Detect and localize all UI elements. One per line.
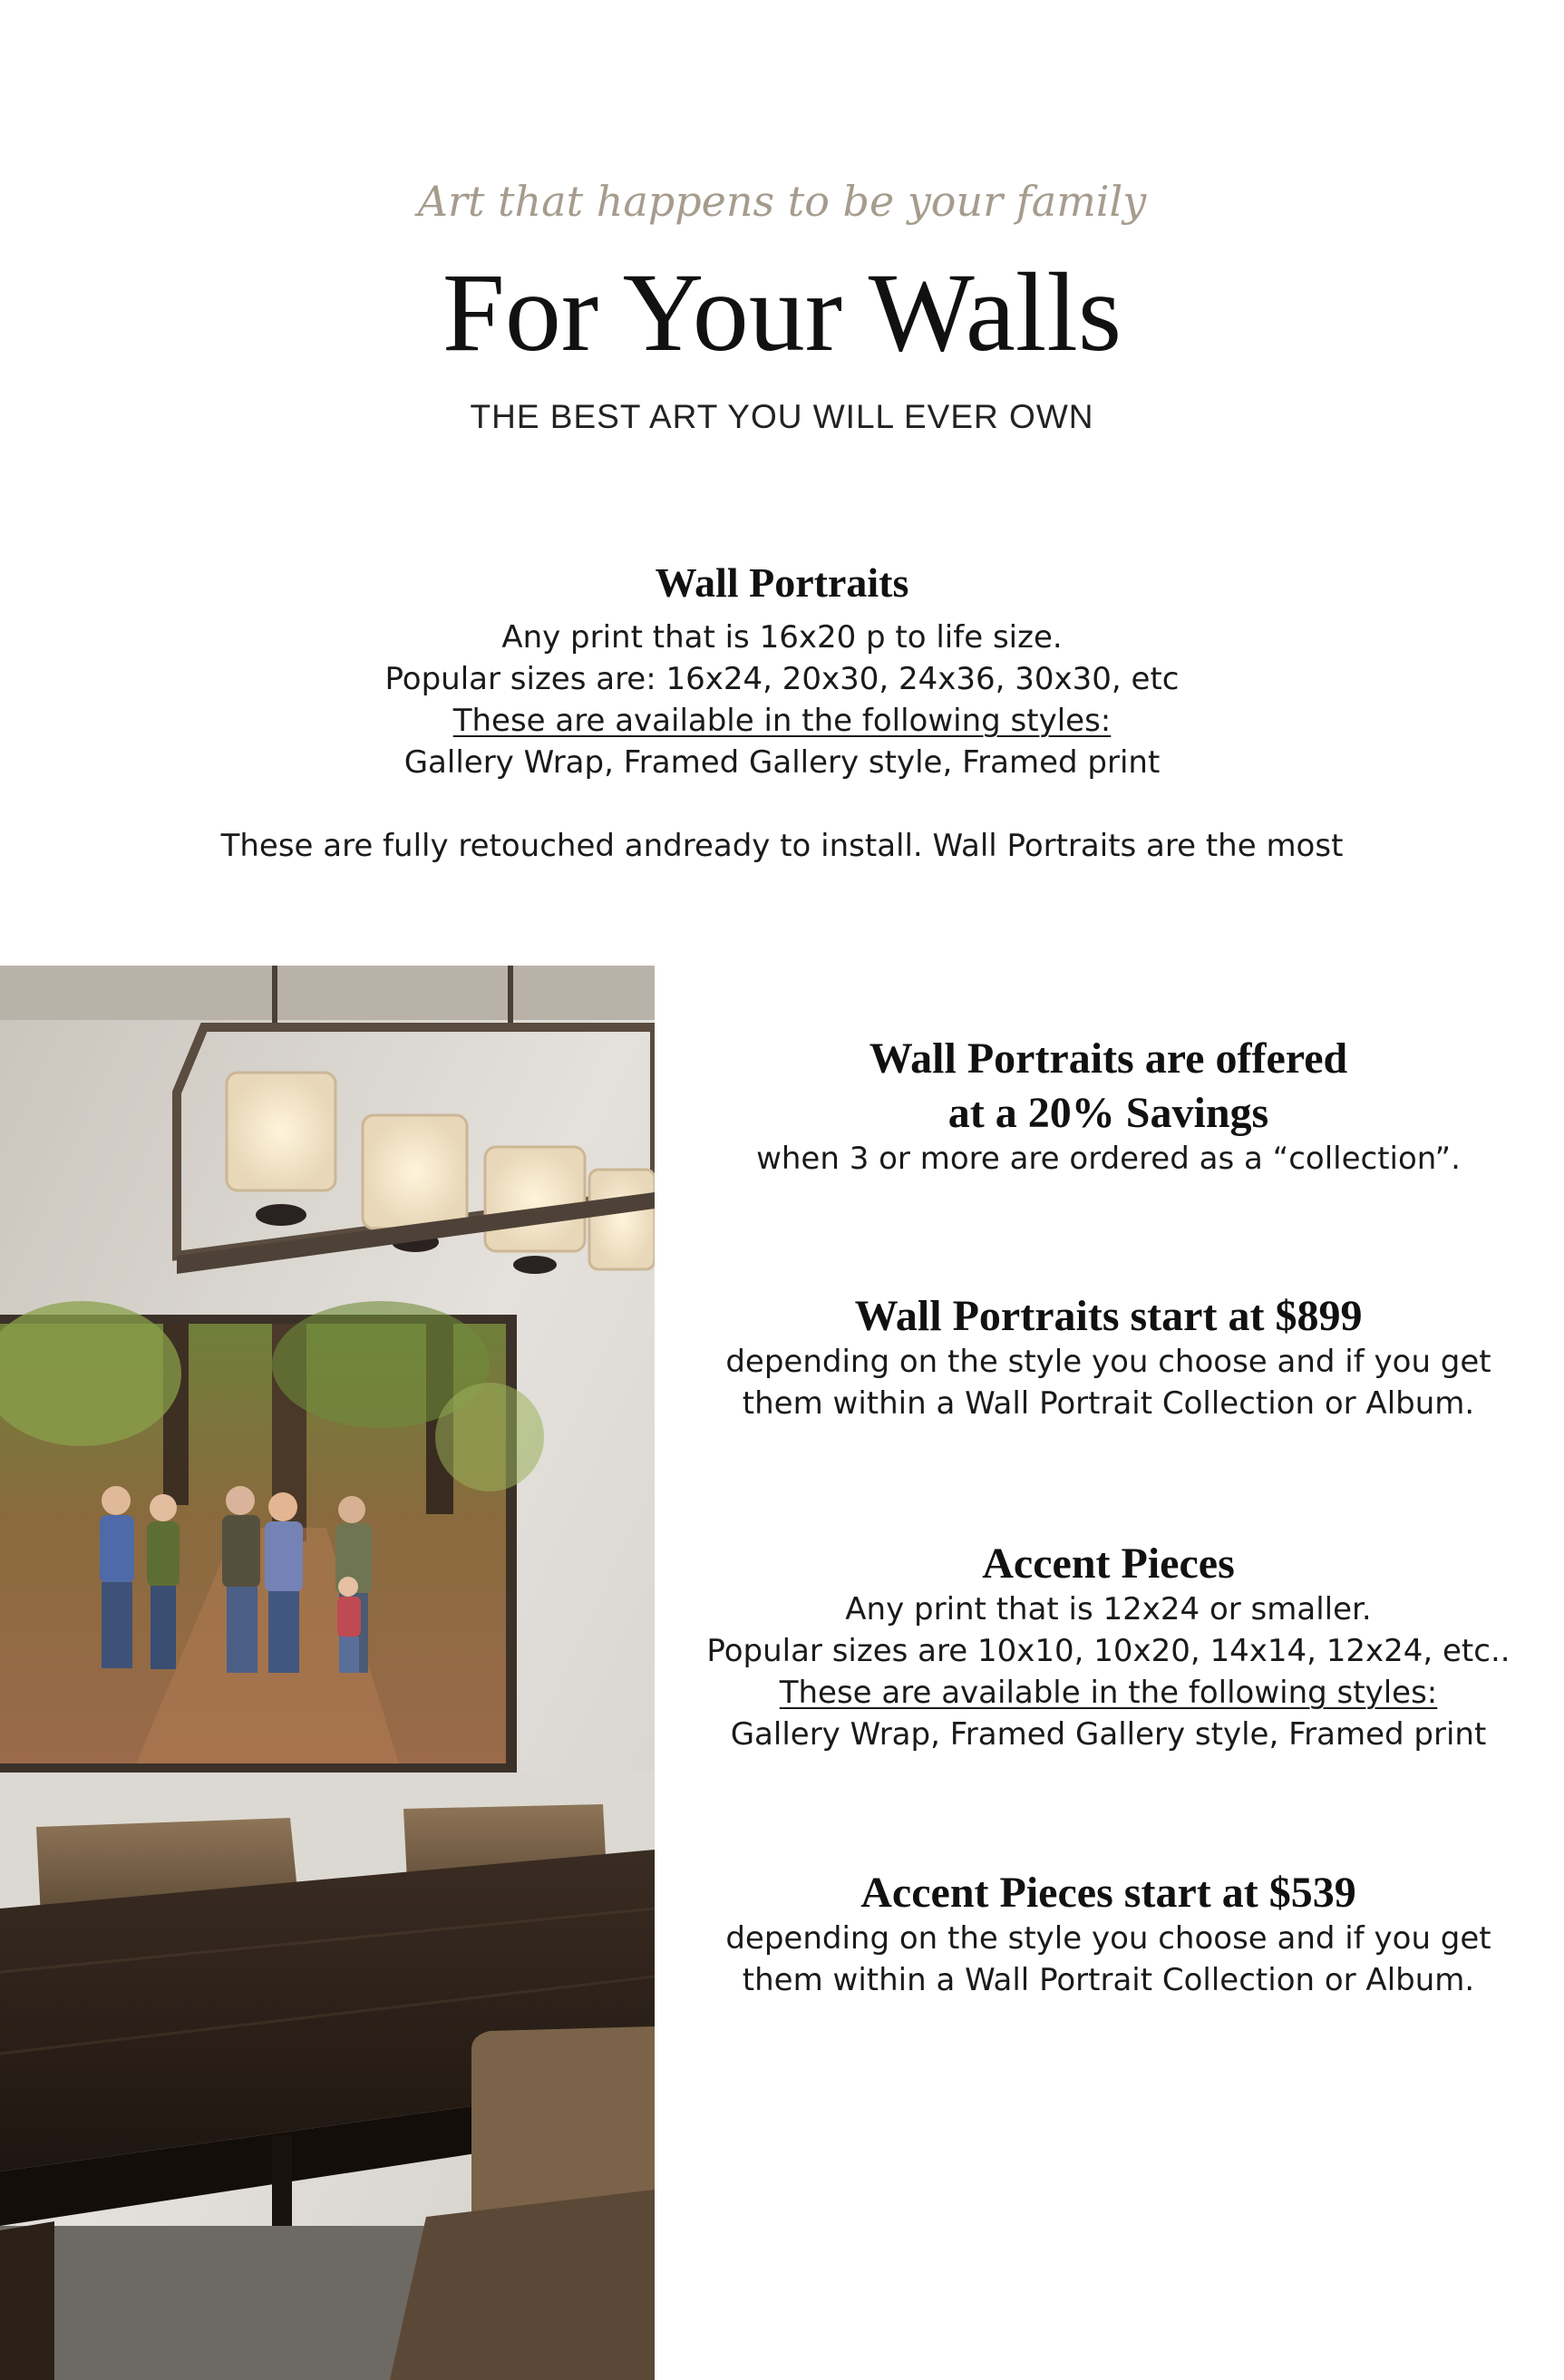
- intro-line-2: Popular sizes are: 16x24, 20x30, 24x36, 30x30, etc: [384, 661, 1180, 697]
- tagline: Art that happens to be your family: [417, 177, 1147, 226]
- dining-room-photo-icon: [0, 966, 655, 2380]
- intro-line-5: These are fully retouched andready to install. Wall Portraits are the most: [220, 828, 1344, 864]
- savings-heading-line-1: Wall Portraits are offered: [869, 1035, 1348, 1083]
- accent-line-1: Any print that is 12x24 or smaller.: [845, 1591, 1372, 1627]
- accent-pieces-price-heading: Accent Pieces start at $539: [860, 1869, 1356, 1917]
- accent-pieces-price-body-1: depending on the style you choose and if you get: [725, 1920, 1491, 1957]
- accent-line-2: Popular sizes are 10x10, 10x20, 14x14, 12x24, etc..: [706, 1633, 1511, 1669]
- accent-pieces-price-body-2: them within a Wall Portrait Collection or Album.: [742, 1962, 1475, 1998]
- savings-heading-line-2: at a 20% Savings: [947, 1089, 1269, 1137]
- savings-body: when 3 or more are ordered as a “collection”.: [756, 1141, 1461, 1177]
- wall-portraits-price-body-2: them within a Wall Portrait Collection or Album.: [742, 1385, 1475, 1422]
- accent-pieces-heading: Accent Pieces: [982, 1540, 1235, 1588]
- wall-portraits-price-body-1: depending on the style you choose and if you get: [725, 1344, 1491, 1380]
- wall-portraits-price-heading: Wall Portraits start at $899: [854, 1292, 1363, 1340]
- accent-line-4: Gallery Wrap, Framed Gallery style, Framed print: [730, 1716, 1487, 1753]
- page-title: For Your Walls: [442, 250, 1122, 374]
- page-subtitle: THE BEST ART YOU WILL EVER OWN: [470, 398, 1094, 435]
- intro-line-1: Any print that is 16x20 p to life size.: [501, 619, 1063, 656]
- accent-line-3: These are available in the following styles:: [779, 1675, 1438, 1711]
- wall-portraits-heading: Wall Portraits: [655, 559, 909, 606]
- intro-line-3: These are available in the following styles:: [452, 703, 1112, 739]
- intro-line-4: Gallery Wrap, Framed Gallery style, Framed print: [403, 744, 1161, 781]
